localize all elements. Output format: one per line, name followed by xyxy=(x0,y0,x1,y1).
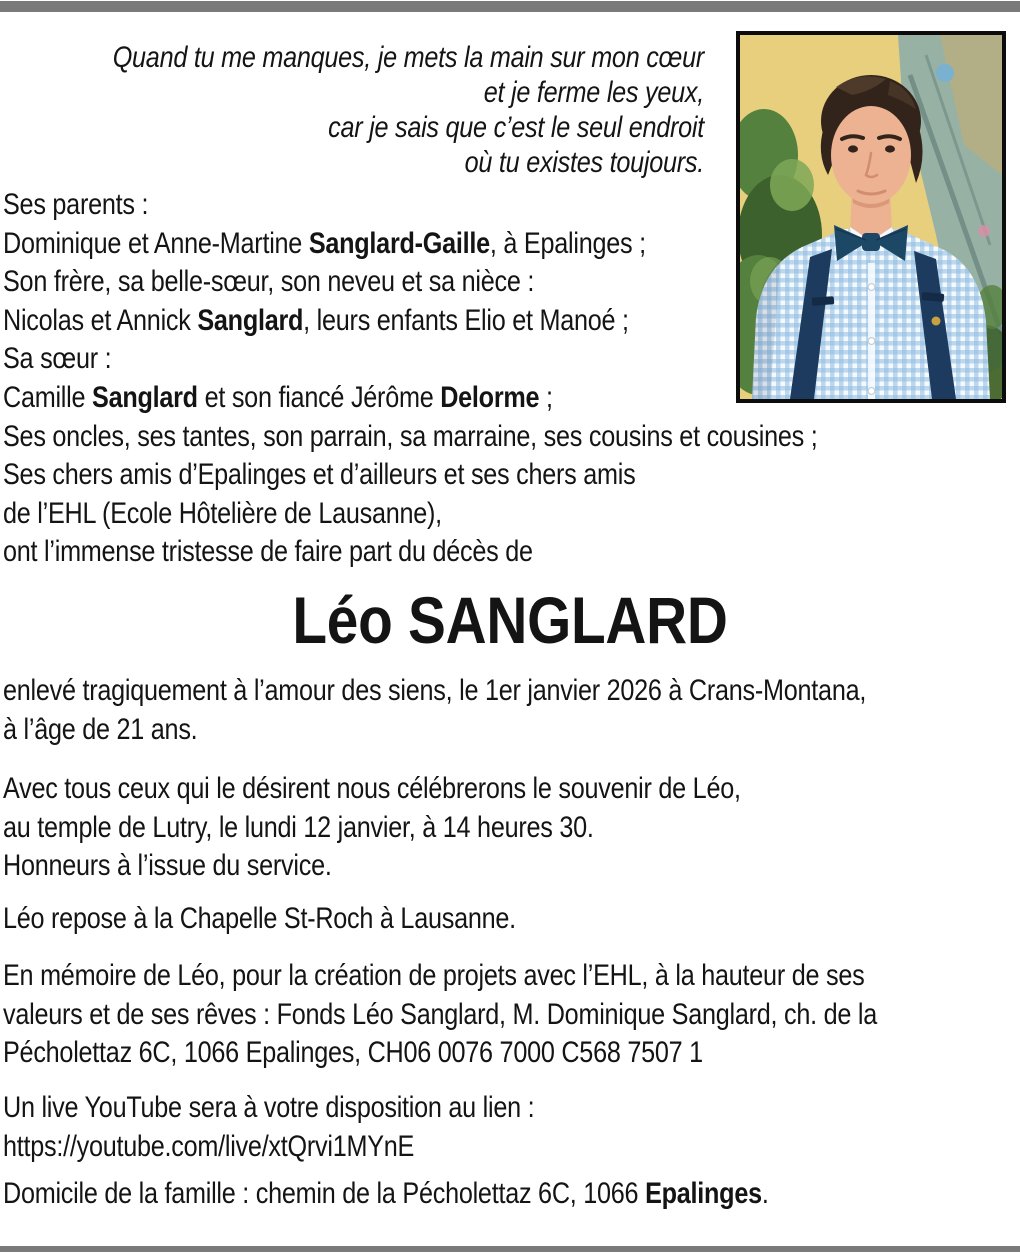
text-line: Domicile de la famille : chemin de la Pécholettaz 6C, 1066 Epalinges. xyxy=(3,1177,769,1210)
quote-line: car je sais que c’est le seul endroit xyxy=(328,111,704,144)
text-line: enlevé tragiquement à l’amour des siens, le 1er janvier 2026 à Crans-Montana, xyxy=(3,674,867,707)
family-line: Dominique et Anne-Martine Sanglard-Gaille, à Epalinges ; xyxy=(3,226,646,260)
family-line: Nicolas et Annick Sanglard, leurs enfants Elio et Manoé ; xyxy=(3,303,629,337)
family-line: Son frère, sa belle-sœur, son neveu et sa nièce : xyxy=(3,265,535,299)
text-line: Un live YouTube sera à votre disposition au lien : xyxy=(3,1091,535,1124)
quote-line: où tu existes toujours. xyxy=(464,146,704,179)
youtube-live-url: https://youtube.com/live/xtQrvi1MYnE xyxy=(3,1129,415,1163)
text-line: Avec tous ceux qui le désirent nous célébrerons le souvenir de Léo, xyxy=(3,772,741,805)
family-line: Ses parents : xyxy=(3,188,149,221)
memorial-fund-details xyxy=(3,957,1017,1073)
quote-line: Quand tu me manques, je mets la main sur mon cœur xyxy=(112,41,705,74)
youtube-live-details xyxy=(3,1089,1017,1166)
top-divider-bar xyxy=(0,1,1020,12)
memorial-quote xyxy=(0,40,704,180)
bottom-divider-bar xyxy=(0,1246,1020,1252)
text-line: Pécholettaz 6C, 1066 Epalinges, CH06 0076 7000 C568 7507 1 xyxy=(3,1036,703,1070)
text-line: à l’âge de 21 ans. xyxy=(3,712,198,746)
repose-details xyxy=(3,900,1017,939)
death-details xyxy=(3,672,1017,749)
family-announcement xyxy=(3,186,1017,572)
family-line: de l’EHL (Ecole Hôtelière de Lausanne), xyxy=(3,496,442,530)
text-line: Honneurs à l’issue du service. xyxy=(3,849,332,883)
quote-line: et je ferme les yeux, xyxy=(483,76,704,109)
family-line: ont l’immense tristesse de faire part du décès de xyxy=(3,535,533,569)
text-line: valeurs et de ses rêves : Fonds Léo Sanglard, M. Dominique Sanglard, ch. de la xyxy=(3,997,878,1031)
family-line: Sa sœur : xyxy=(3,342,112,376)
family-line: Camille Sanglard et son fiancé Jérôme Delorme ; xyxy=(3,380,553,414)
text-line: Léo repose à la Chapelle St-Roch à Lausanne. xyxy=(3,902,516,935)
family-address xyxy=(3,1175,1017,1214)
text-line: En mémoire de Léo, pour la création de projets avec l’EHL, à la hauteur de ses xyxy=(3,959,865,992)
family-line: Ses oncles, ses tantes, son parrain, sa marraine, ses cousins et cousines ; xyxy=(3,419,818,453)
deceased-name: Léo SANGLARD xyxy=(292,583,728,657)
family-line: Ses chers amis d’Epalinges et d’ailleurs et ses chers amis xyxy=(3,458,636,492)
text-line: au temple de Lutry, le lundi 12 janvier, à 14 heures 30. xyxy=(3,810,594,844)
ceremony-details xyxy=(3,770,1017,886)
